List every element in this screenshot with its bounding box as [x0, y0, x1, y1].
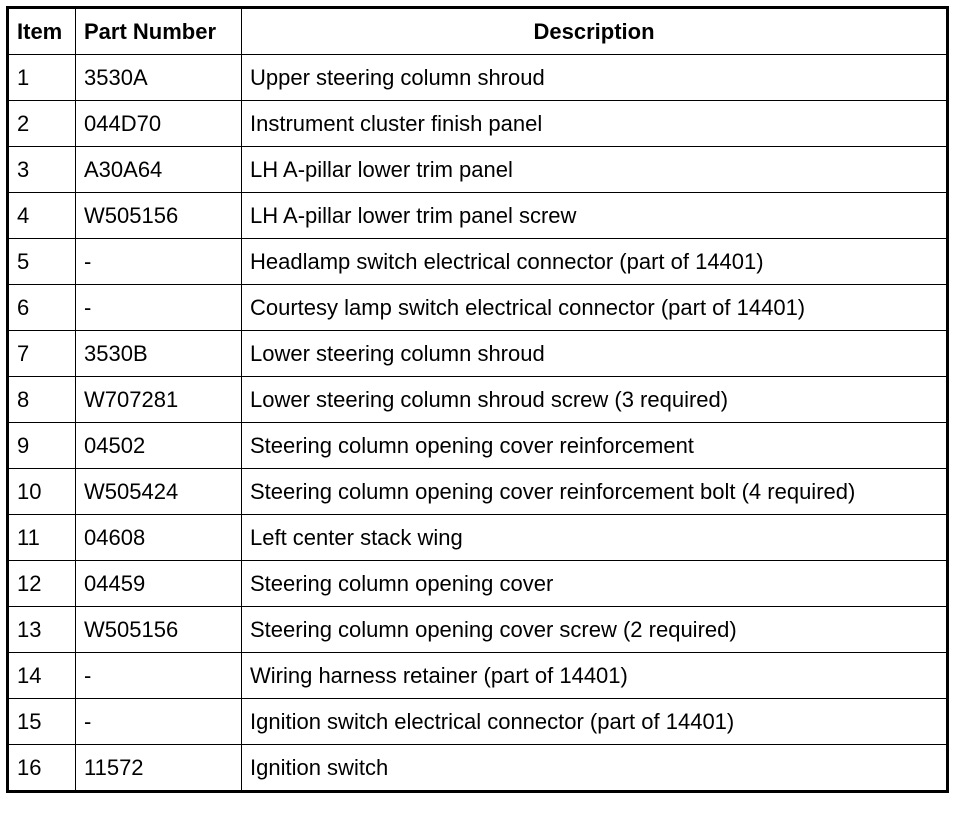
cell-description: Wiring harness retainer (part of 14401): [242, 653, 948, 699]
header-row: [8, 8, 948, 55]
cell-description: Instrument cluster finish panel: [242, 101, 948, 147]
table-row: [8, 469, 948, 515]
cell-description: Steering column opening cover reinforcement: [242, 423, 948, 469]
cell-item: 14: [8, 653, 76, 699]
cell-part-number: 3530A: [76, 55, 242, 101]
cell-description: Left center stack wing: [242, 515, 948, 561]
cell-part-number: W505156: [76, 193, 242, 239]
table-row: [8, 331, 948, 377]
cell-part-number: 11572: [76, 745, 242, 792]
cell-description: Steering column opening cover: [242, 561, 948, 607]
cell-item: 16: [8, 745, 76, 792]
cell-item: 10: [8, 469, 76, 515]
cell-item: 7: [8, 331, 76, 377]
cell-item: 2: [8, 101, 76, 147]
cell-item: 15: [8, 699, 76, 745]
cell-item: 9: [8, 423, 76, 469]
cell-part-number: 04608: [76, 515, 242, 561]
table-row: [8, 193, 948, 239]
table-row: [8, 55, 948, 101]
cell-description: Upper steering column shroud: [242, 55, 948, 101]
header-description: Description: [242, 8, 948, 55]
parts-table: [6, 6, 949, 793]
cell-item: 4: [8, 193, 76, 239]
cell-description: Lower steering column shroud screw (3 required): [242, 377, 948, 423]
cell-part-number: A30A64: [76, 147, 242, 193]
cell-description: LH A-pillar lower trim panel: [242, 147, 948, 193]
table-row: [8, 561, 948, 607]
cell-description: Ignition switch: [242, 745, 948, 792]
cell-item: 5: [8, 239, 76, 285]
table-row: [8, 515, 948, 561]
table-row: [8, 699, 948, 745]
cell-part-number: 04502: [76, 423, 242, 469]
table-row: [8, 607, 948, 653]
cell-part-number: -: [76, 285, 242, 331]
table-row: [8, 285, 948, 331]
table-row: [8, 377, 948, 423]
cell-description: LH A-pillar lower trim panel screw: [242, 193, 948, 239]
header-item: Item: [8, 8, 76, 55]
cell-item: 6: [8, 285, 76, 331]
cell-description: Lower steering column shroud: [242, 331, 948, 377]
cell-description: Steering column opening cover reinforcement bolt (4 required): [242, 469, 948, 515]
cell-item: 8: [8, 377, 76, 423]
table-row: [8, 239, 948, 285]
cell-description: Ignition switch electrical connector (part of 14401): [242, 699, 948, 745]
cell-description: Courtesy lamp switch electrical connector (part of 14401): [242, 285, 948, 331]
cell-part-number: -: [76, 239, 242, 285]
table-row: [8, 653, 948, 699]
table-row: [8, 147, 948, 193]
table-header: [8, 8, 948, 55]
table-body: [8, 55, 948, 792]
cell-part-number: 04459: [76, 561, 242, 607]
cell-item: 1: [8, 55, 76, 101]
cell-part-number: W505156: [76, 607, 242, 653]
cell-part-number: 044D70: [76, 101, 242, 147]
cell-item: 3: [8, 147, 76, 193]
cell-part-number: -: [76, 653, 242, 699]
cell-item: 12: [8, 561, 76, 607]
table-row: [8, 101, 948, 147]
cell-part-number: 3530B: [76, 331, 242, 377]
cell-item: 11: [8, 515, 76, 561]
cell-description: Steering column opening cover screw (2 required): [242, 607, 948, 653]
cell-description: Headlamp switch electrical connector (part of 14401): [242, 239, 948, 285]
cell-part-number: W707281: [76, 377, 242, 423]
table-row: [8, 423, 948, 469]
cell-item: 13: [8, 607, 76, 653]
cell-part-number: -: [76, 699, 242, 745]
table-row: [8, 745, 948, 792]
cell-part-number: W505424: [76, 469, 242, 515]
header-part-number: Part Number: [76, 8, 242, 55]
